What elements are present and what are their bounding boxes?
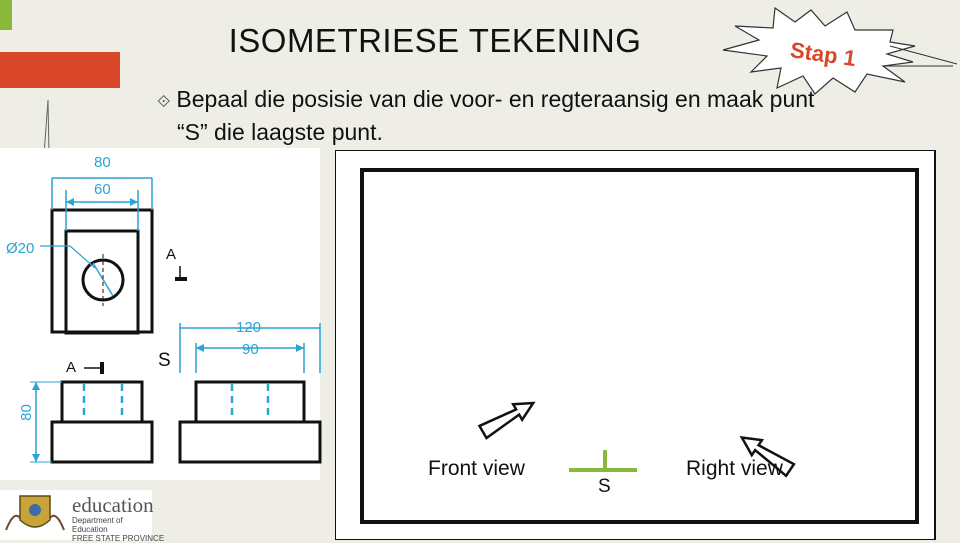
dim-80-top: 80 xyxy=(94,154,111,171)
right-view-caption: Right view xyxy=(686,457,783,480)
point-s-marker-label: S xyxy=(598,476,611,497)
dim-60: 60 xyxy=(94,181,111,198)
logo-sub-3: FREE STATE PROVINCE xyxy=(72,534,165,543)
dim-80-side: 80 xyxy=(17,404,35,421)
logo-sub-1: Department of xyxy=(72,516,123,525)
drawing-area xyxy=(335,150,955,540)
section-label-a-top: A xyxy=(166,246,177,263)
logo-word: education xyxy=(72,493,154,517)
section-label-a-left: A xyxy=(66,359,77,376)
logo-sub-2: Education xyxy=(72,525,108,534)
instruction-line-2: “S” die laagste punt. xyxy=(177,119,383,145)
slide-title: ISOMETRIESE TEKENING xyxy=(228,22,642,59)
dim-90: 90 xyxy=(242,341,259,358)
decor-line xyxy=(48,100,49,155)
green-accent-bar xyxy=(0,0,12,30)
dim-dia20: Ø20 xyxy=(6,240,35,257)
front-view-caption: Front view xyxy=(428,457,525,480)
decor-line xyxy=(44,100,48,155)
sheet-border xyxy=(335,150,935,540)
dim-120: 120 xyxy=(236,319,262,336)
instruction-line-1: Bepaal die posisie van die voor- en regteraansig en maak punt xyxy=(176,86,815,112)
instruction-bullet xyxy=(157,84,917,147)
point-s-label: S xyxy=(158,350,171,371)
stamp-label: Stap 1 xyxy=(788,37,858,72)
red-accent-bar xyxy=(0,52,120,88)
orthographic-drawing xyxy=(0,148,325,480)
coat-of-arms-logo xyxy=(0,490,70,540)
logo-subtitle xyxy=(72,516,164,543)
diamond-arrow-icon: ⟐ xyxy=(157,92,171,111)
